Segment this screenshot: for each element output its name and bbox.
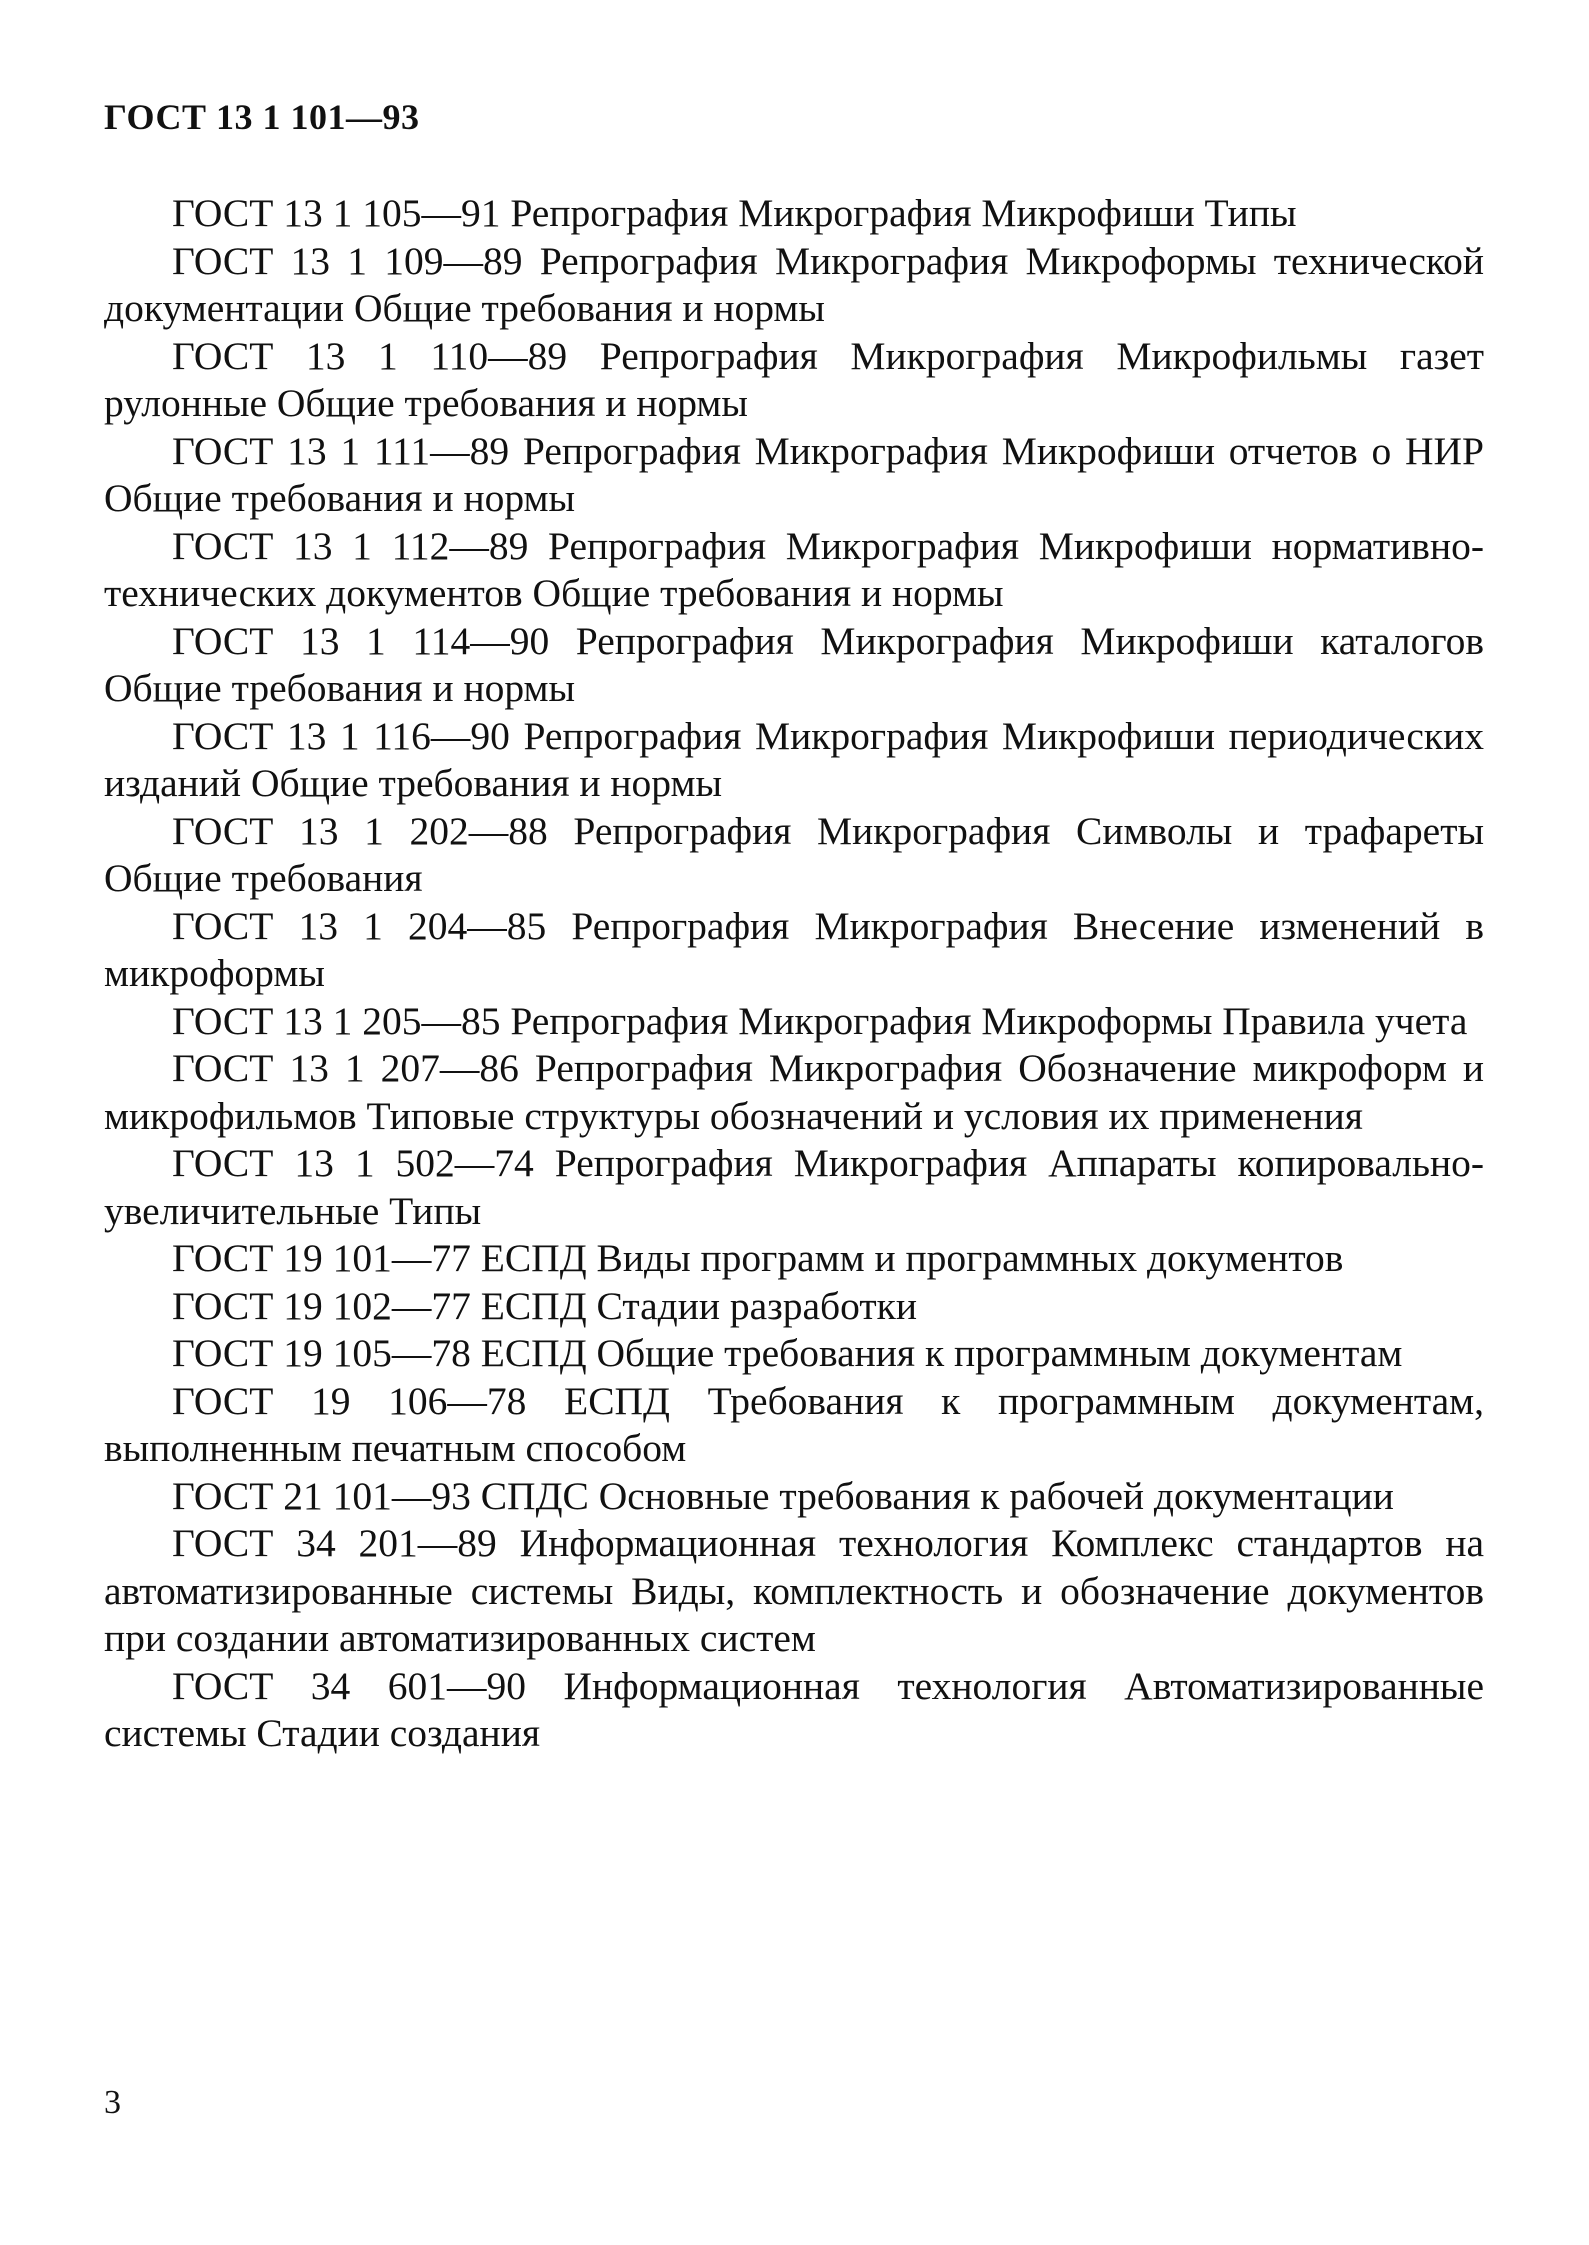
page-number: 3 [104,2084,121,2121]
reference-entry: ГОСТ 34 601—90 Информационная технология Автоматизированные системы Стадии создания [104,1663,1484,1755]
reference-entry: ГОСТ 13 1 114—90 Репрография Микрография Микрофиши каталогов Общие требования и нормы [104,618,1484,710]
page-header-document-code: ГОСТ 13 1 101—93 [104,97,420,137]
reference-entry: ГОСТ 21 101—93 СПДС Основные требования к рабочей документации [172,1473,1394,1518]
reference-entry: ГОСТ 34 201—89 Информационная технология Комплекс стандартов на автоматизированные системы Виды, комплектность и обозначение документов при создании автоматизированных систем [104,1521,1484,1660]
reference-entry: ГОСТ 13 1 111—89 Репрография Микрография Микрофиши отчетов о НИР Общие требования и нормы [104,428,1484,520]
reference-entry: ГОСТ 13 1 202—88 Репрография Микрография Символы и трафареты Общие требования [104,808,1484,900]
reference-entry: ГОСТ 13 1 205—85 Репрография Микрография Микроформы Правила учета [172,998,1468,1043]
reference-entry: ГОСТ 13 1 207—86 Репрография Микрография Обозначение микроформ и микрофильмов Типовые структуры обозначений и условия их применения [104,1046,1484,1138]
reference-list [104,190,1484,1758]
reference-entry: ГОСТ 19 101—77 ЕСПД Виды программ и программных документов [172,1236,1344,1280]
reference-entry: ГОСТ 13 1 105—91 Репрография Микрография Микрофиши Типы [172,191,1297,235]
reference-entry: ГОСТ 13 1 110—89 Репрография Микрография Микрофильмы газет рулонные Общие требования и нормы [104,333,1484,425]
reference-entry: ГОСТ 13 1 116—90 Репрография Микрография Микрофиши периодических изданий Общие требования и нормы [104,713,1484,805]
reference-entry: ГОСТ 19 102—77 ЕСПД Стадии разработки [172,1283,917,1328]
reference-entry: ГОСТ 19 106—78 ЕСПД Требования к программным документам, выполненным печатным способом [104,1378,1484,1470]
reference-entry: ГОСТ 13 1 502—74 Репрография Микрография Аппараты копировально-увеличительные Типы [104,1141,1484,1233]
reference-entry: ГОСТ 13 1 109—89 Репрография Микрография Микроформы технической документации Общие требования и нормы [104,238,1484,330]
reference-entry: ГОСТ 19 105—78 ЕСПД Общие требования к программным документам [172,1331,1403,1375]
reference-entry: ГОСТ 13 1 204—85 Репрография Микрография Внесение изменений в микроформы [104,903,1484,995]
reference-entry: ГОСТ 13 1 112—89 Репрография Микрография Микрофиши нормативно-технических документов Общие требования и нормы [104,523,1484,615]
